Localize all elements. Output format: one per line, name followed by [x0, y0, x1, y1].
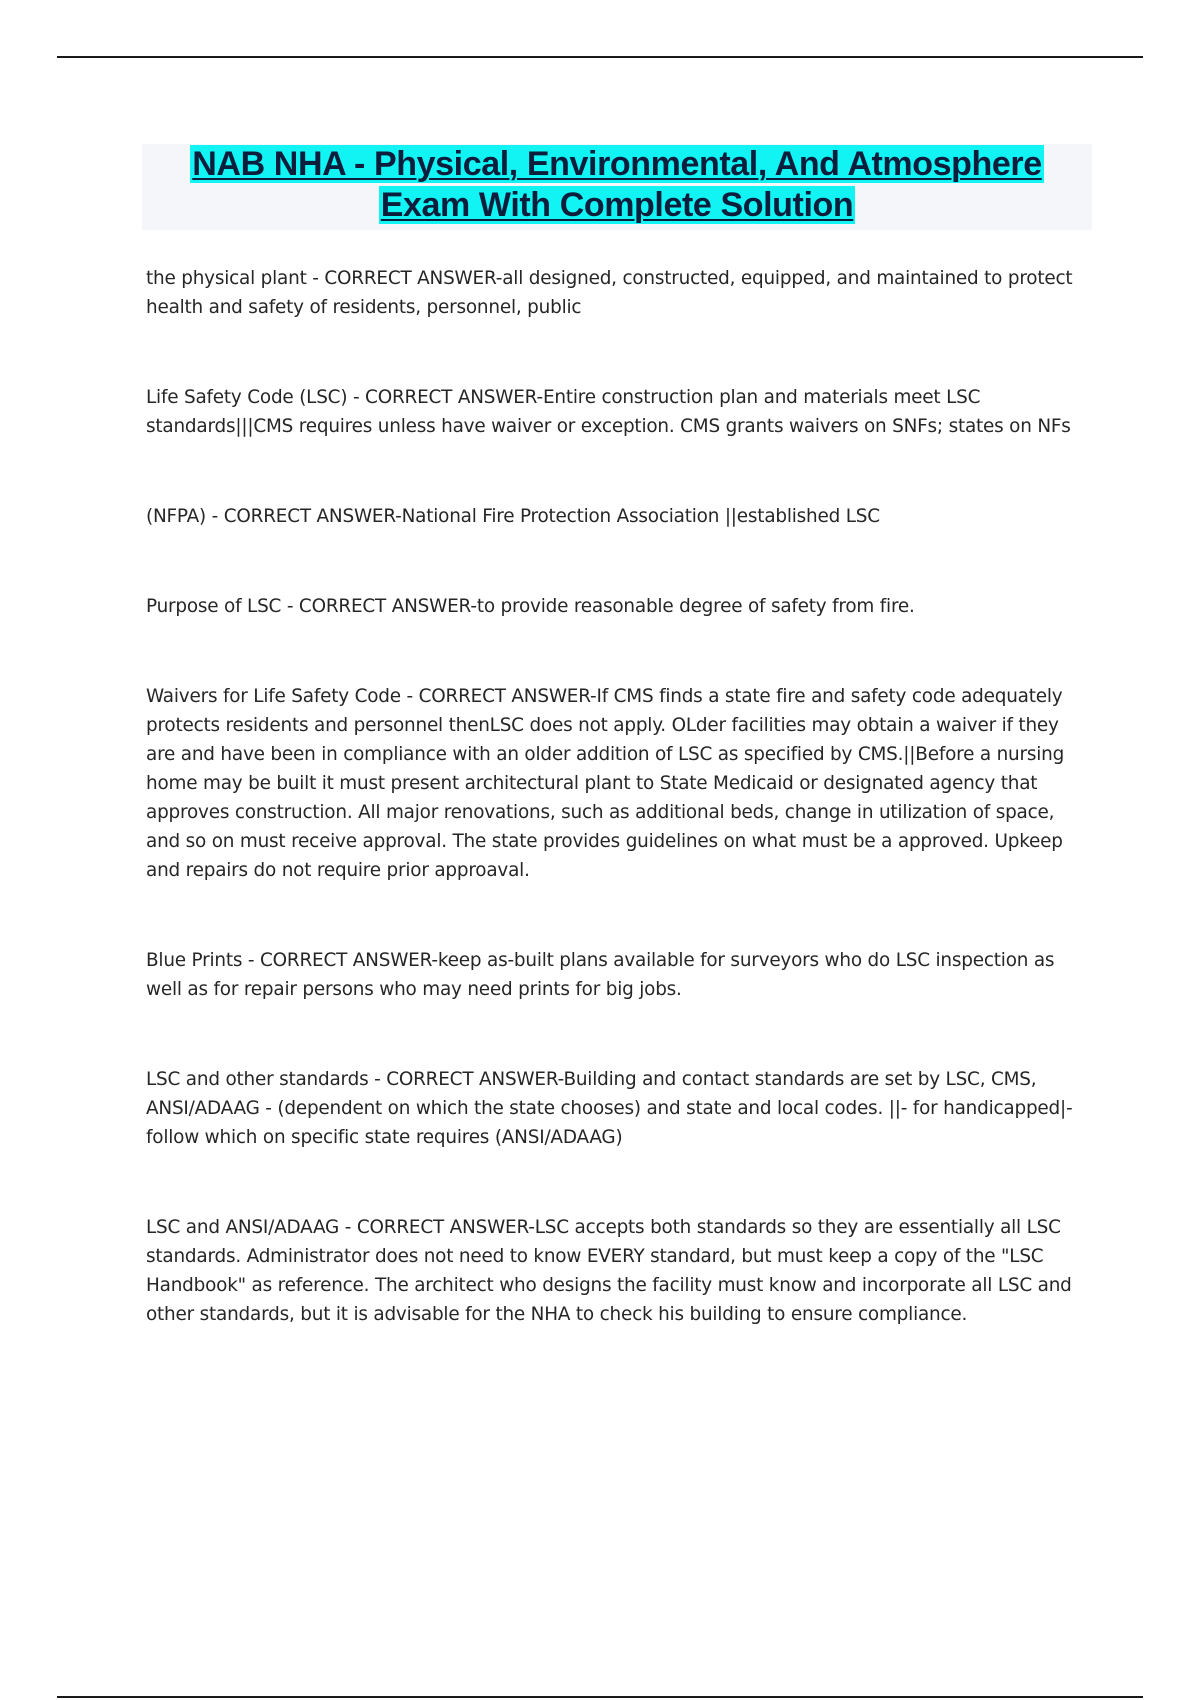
qa-term: Waivers for Life Safety Code - [146, 686, 419, 707]
qa-entry [146, 1213, 1092, 1329]
qa-entry [146, 383, 1092, 441]
answer-label: CORRECT ANSWER- [356, 1217, 535, 1238]
qa-answer: If CMS finds a state fire and safety code adequately protects residents and personnel thenLSC does not apply. OLder facilities may obtain a waiver if they are and have been in compliance with an older addition of LSC as specified by CMS.||Before a nursing home may be built it must present architectural plant to State Medicaid or designated agency that approves construction. All major renovations, such as additional beds, change in utilization of space, and so on must receive approval. The state provides guidelines on what must be a approved. Upkeep and repairs do not require prior approaval. [146, 686, 1065, 881]
qa-term: Life Safety Code (LSC) - [146, 387, 365, 408]
title-line-2: Exam With Complete Solution [380, 186, 854, 224]
qa-entry [146, 264, 1092, 322]
qa-list [146, 264, 1092, 1329]
qa-term: LSC and ANSI/ADAAG - [146, 1217, 357, 1238]
answer-label: CORRECT ANSWER- [259, 950, 438, 971]
qa-entry [146, 682, 1092, 885]
answer-label: CORRECT ANSWER- [365, 387, 543, 408]
qa-answer: National Fire Protection Association ||established LSC [401, 506, 880, 527]
qa-entry [146, 1065, 1092, 1152]
answer-label: CORRECT ANSWER- [298, 596, 477, 617]
document-title [142, 144, 1092, 230]
qa-entry [146, 502, 1092, 531]
answer-label: CORRECT ANSWER- [386, 1069, 564, 1090]
title-line-1: NAB NHA - Physical, Environmental, And Atmosphere [192, 145, 1042, 183]
qa-term: Purpose of LSC - [146, 596, 299, 617]
qa-answer: all designed, constructed, equipped, and maintained to protect health and safety of residents, personnel, public [146, 268, 1073, 318]
qa-entry [146, 946, 1092, 1004]
qa-term: Blue Prints - [146, 950, 260, 971]
answer-label: CORRECT ANSWER- [223, 506, 402, 527]
qa-answer: Building and contact standards are set by LSC, CMS, ANSI/ADAAG - (dependent on which the state chooses) and state and local codes. ||- for handicapped|- follow which on specific state requires (ANSI/ADAAG) [146, 1069, 1073, 1148]
qa-answer: keep as-built plans available for surveyors who do LSC inspection as well as for repair persons who may need prints for big jobs. [146, 950, 1055, 1000]
footer-rule [57, 1696, 1143, 1698]
answer-label: CORRECT ANSWER- [324, 268, 503, 289]
header-rule [57, 56, 1143, 58]
qa-term: LSC and other standards - [146, 1069, 386, 1090]
qa-term: the physical plant - [146, 268, 324, 289]
qa-answer: Entire construction plan and materials meet LSC standards|||CMS requires unless have waiver or exception. CMS grants waivers on SNFs; states on NFs [146, 387, 1071, 437]
qa-answer: to provide reasonable degree of safety from fire. [476, 596, 915, 617]
qa-entry [146, 592, 1092, 621]
answer-label: CORRECT ANSWER- [418, 686, 597, 707]
qa-answer: LSC accepts both standards so they are essentially all LSC standards. Administrator does not need to know EVERY standard, but must keep a copy of the "LSC Handbook" as reference. The architect who designs the facility must know and incorporate all LSC and other standards, but it is advisable for the NHA to check his building to ensure compliance. [146, 1217, 1072, 1325]
qa-term: (NFPA) - [146, 506, 224, 527]
